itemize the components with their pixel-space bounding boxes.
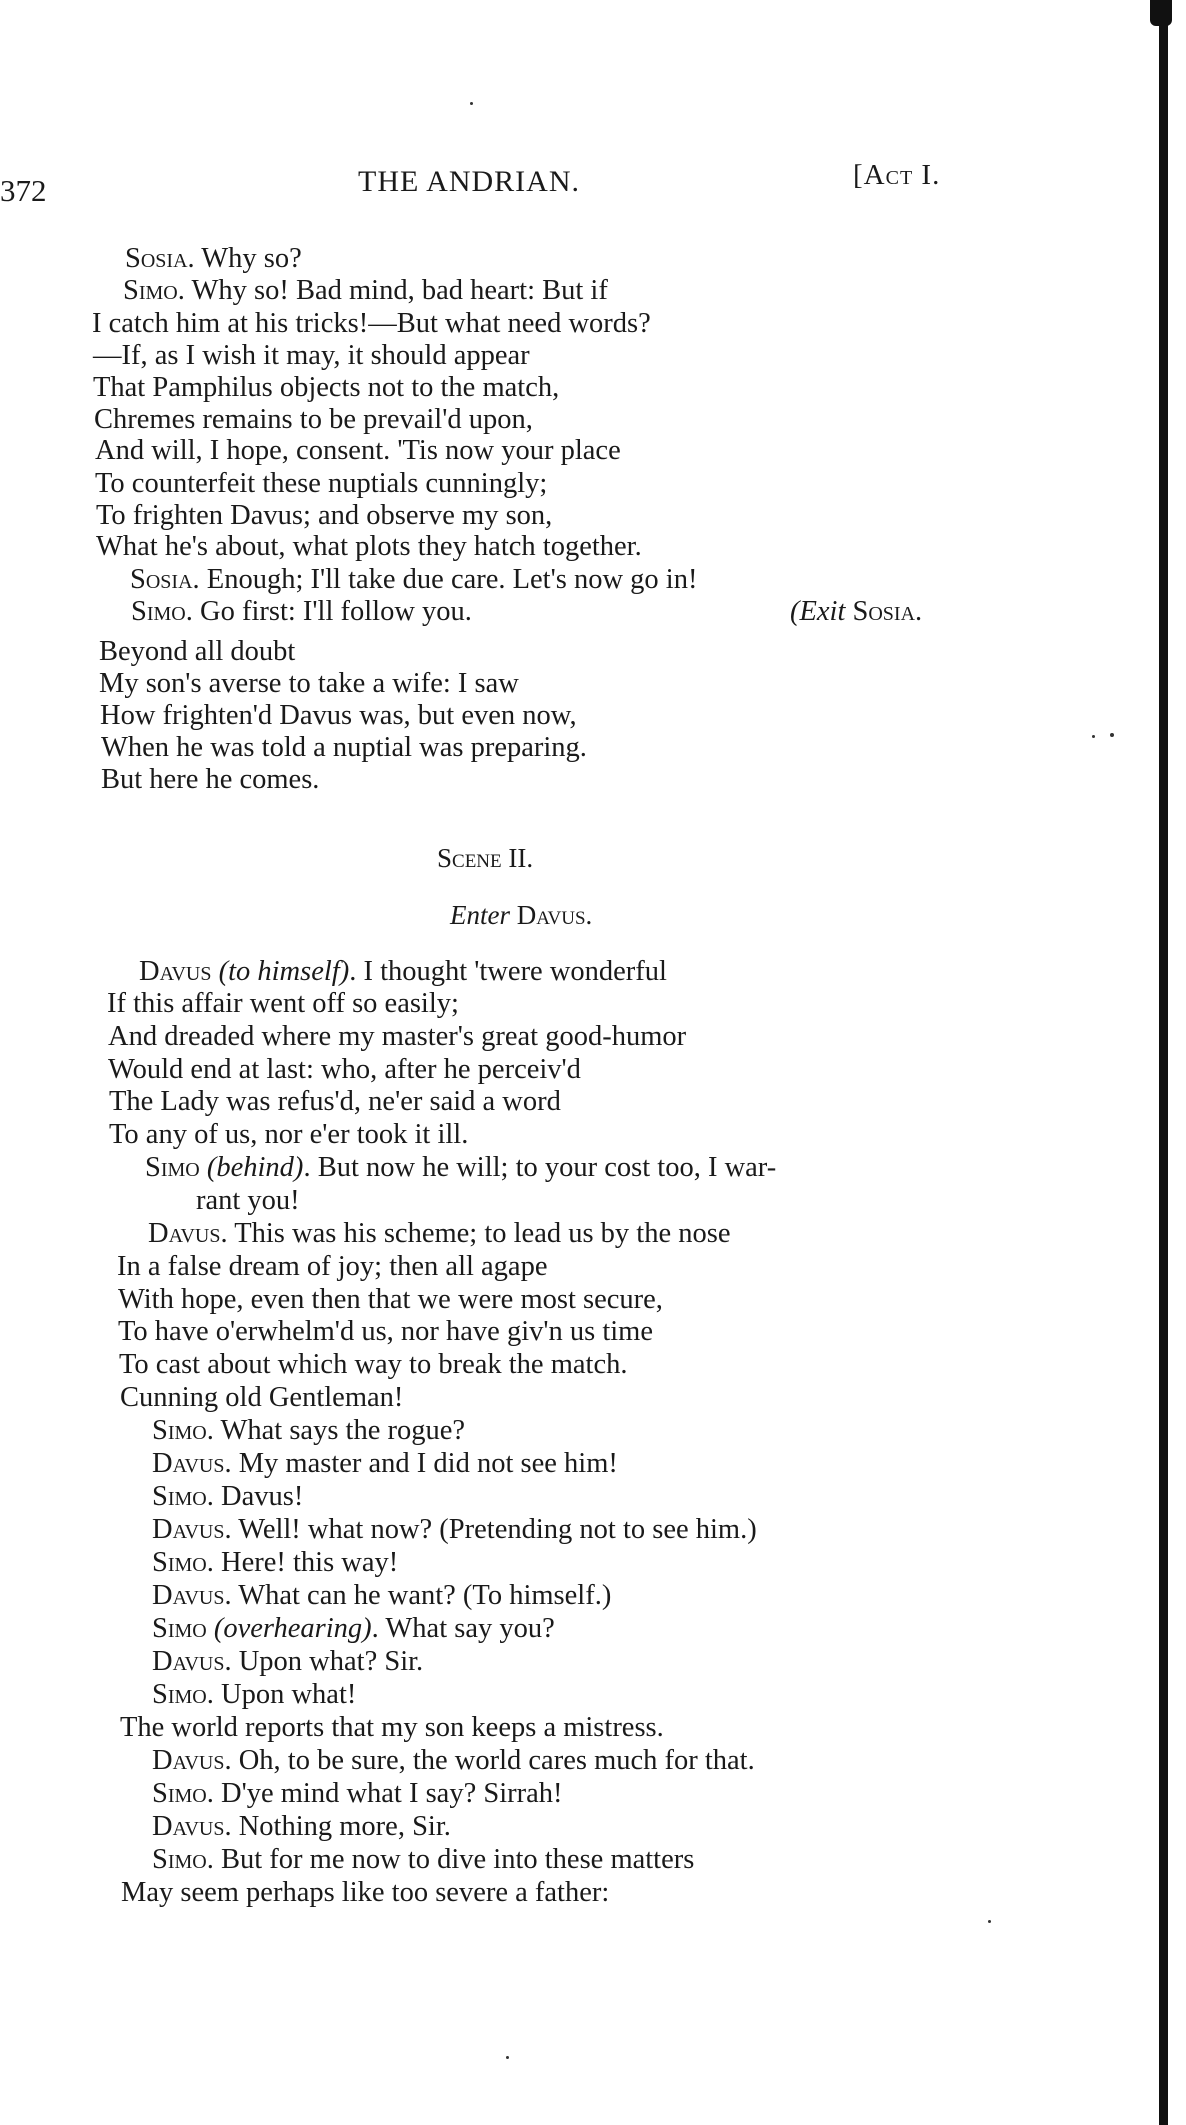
- line-text: Would end at last: who, after he perceiv'd: [108, 1054, 581, 1085]
- line-text: This was his scheme; to lead us by the nose: [227, 1218, 731, 1249]
- scan-speck: [1092, 735, 1095, 738]
- line-text: Upon what? Sir.: [231, 1646, 424, 1677]
- line-text: . What say you?: [371, 1613, 555, 1644]
- line-text: In a false dream of joy; then all agape: [117, 1251, 548, 1282]
- line-text: —If, as I wish it may, it should appear: [93, 340, 530, 371]
- speaker-name: Simo.: [152, 1481, 214, 1512]
- scan-speck: [1110, 733, 1114, 737]
- line-text: When he was told a nuptial was preparing.: [101, 732, 587, 763]
- enter-direction: [450, 900, 592, 931]
- verse-line: [130, 566, 697, 595]
- verse-line: [196, 1187, 300, 1216]
- line-text: And will, I hope, consent. 'Tis now your place: [95, 435, 621, 466]
- verse-line: [107, 990, 459, 1019]
- binding-edge: [1159, 0, 1168, 2125]
- line-text: Why so?: [194, 243, 302, 274]
- line-text: Here! this way!: [213, 1547, 399, 1578]
- line-text: What he's about, what plots they hatch together.: [96, 531, 642, 562]
- line-text: My master and I did not see him!: [231, 1448, 618, 1479]
- line-text: May seem perhaps like too severe a father:: [121, 1877, 610, 1908]
- running-title: THE ANDRIAN.: [358, 165, 580, 198]
- line-text: If this affair went off so easily;: [107, 988, 459, 1019]
- verse-line: [96, 533, 642, 562]
- line-text: Beyond all doubt: [99, 636, 296, 667]
- line-text: D'ye mind what I say? Sirrah!: [213, 1778, 563, 1809]
- verse-line: [118, 1286, 663, 1315]
- verse-line: [93, 342, 530, 371]
- stage-direction-italic: (overhearing): [206, 1613, 372, 1644]
- speaker-name: Simo.: [152, 1844, 214, 1875]
- verse-line: [152, 1681, 356, 1710]
- line-text: . But now he will; to your cost too, I war-: [303, 1152, 777, 1183]
- verse-line: [120, 1384, 403, 1413]
- stage-direction-italic: (to himself): [211, 956, 350, 987]
- line-text: Why so! Bad mind, bad heart: But if: [184, 275, 608, 306]
- scene-heading: Scene II.: [437, 843, 534, 873]
- speaker-name: Davus.: [152, 1646, 232, 1677]
- line-text: To frighten Davus; and observe my son,: [96, 500, 553, 531]
- verse-line: [152, 1813, 451, 1842]
- stage-direction-italic: Enter: [450, 900, 510, 930]
- line-text: To any of us, nor e'er took it ill.: [109, 1119, 469, 1150]
- speaker-name: Simo.: [131, 596, 193, 627]
- speaker-name: Simo: [152, 1613, 207, 1644]
- line-text: To counterfeit these nuptials cunningly;: [95, 468, 548, 499]
- verse-line: [120, 1714, 664, 1743]
- line-text: To cast about which way to break the match.: [119, 1349, 628, 1380]
- scan-speck: [988, 1920, 991, 1923]
- verse-line: [145, 1154, 776, 1183]
- verse-line: [139, 958, 667, 987]
- line-text: How frighten'd Davus was, but even now,: [100, 700, 577, 731]
- verse-line: [100, 702, 577, 731]
- line-text: My son's averse to take a wife: I saw: [99, 668, 519, 699]
- act-label: [Act I.: [853, 159, 941, 191]
- verse-line: [152, 1780, 563, 1809]
- line-text: Chremes remains to be prevail'd upon,: [94, 404, 533, 435]
- line-text: I catch him at his tricks!—But what need words?: [92, 308, 651, 339]
- verse-line: [148, 1220, 731, 1249]
- page-header: [0, 155, 1186, 208]
- verse-line: [131, 598, 472, 627]
- verse-line: [152, 1417, 465, 1446]
- speaker-name: Davus.: [148, 1218, 228, 1249]
- verse-line: [108, 1023, 686, 1052]
- speaker-name: Davus: [139, 956, 212, 987]
- verse-line: [152, 1615, 555, 1644]
- verse-line: [118, 1318, 653, 1347]
- line-text: Well! what now? (Pretending not to see him.): [231, 1514, 757, 1545]
- verse-line: [152, 1582, 611, 1611]
- line-text: . I thought 'twere wonderful: [349, 956, 667, 987]
- verse-line: [119, 1351, 627, 1380]
- verse-line: [99, 670, 519, 699]
- stage-direction-italic: (behind): [199, 1152, 304, 1183]
- line-text: The Lady was refus'd, ne'er said a word: [109, 1086, 561, 1117]
- speaker-name: Sosia.: [845, 596, 923, 627]
- line-text: Nothing more, Sir.: [231, 1811, 451, 1842]
- line-text: What says the rogue?: [213, 1415, 466, 1446]
- line-text: Oh, to be sure, the world cares much for that.: [231, 1745, 755, 1776]
- line-text: rant you!: [196, 1185, 300, 1216]
- speaker-name: Davus.: [152, 1580, 232, 1611]
- line-text: And dreaded where my master's great good-humor: [108, 1021, 687, 1052]
- verse-line: [152, 1450, 618, 1479]
- speaker-name: Davus.: [510, 900, 593, 930]
- speaker-name: Davus.: [152, 1811, 232, 1842]
- speaker-name: Davus.: [152, 1745, 232, 1776]
- line-text: Davus!: [213, 1481, 304, 1512]
- line-text: But here he comes.: [101, 764, 320, 795]
- verse-line: [101, 766, 319, 795]
- verse-line: [152, 1846, 694, 1875]
- verse-line: [101, 734, 587, 763]
- verse-line: [117, 1253, 547, 1282]
- verse-line: [152, 1747, 755, 1776]
- verse-line: [152, 1516, 757, 1545]
- verse-line: [93, 374, 559, 403]
- verse-line: [95, 437, 621, 466]
- speaker-name: Simo.: [123, 275, 185, 306]
- line-text: But for me now to dive into these matters: [213, 1844, 695, 1875]
- speaker-name: Simo.: [152, 1679, 214, 1710]
- stage-direction-italic: (Exit: [790, 596, 846, 627]
- speaker-name: Sosia.: [125, 243, 195, 274]
- verse-line: [121, 1879, 609, 1908]
- line-text: Upon what!: [213, 1679, 357, 1710]
- verse-line: [108, 1056, 581, 1085]
- line-text: Go first: I'll follow you.: [192, 596, 472, 627]
- verse-line: [109, 1121, 468, 1150]
- speaker-name: Sosia.: [130, 564, 200, 595]
- line-text: With hope, even then that we were most secure,: [118, 1284, 663, 1315]
- verse-line: [152, 1648, 423, 1677]
- line-text: What can he want? (To himself.): [231, 1580, 612, 1611]
- line-text: That Pamphilus objects not to the match,: [93, 372, 560, 403]
- line-text: Cunning old Gentleman!: [120, 1382, 404, 1413]
- speaker-name: Davus.: [152, 1514, 232, 1545]
- page-number: 372: [0, 173, 47, 208]
- speaker-name: Simo: [145, 1152, 200, 1183]
- line-text: Enough; I'll take due care. Let's now go in!: [199, 564, 698, 595]
- speaker-name: Simo.: [152, 1778, 214, 1809]
- speaker-name: Davus.: [152, 1448, 232, 1479]
- scan-speck: [506, 2056, 509, 2059]
- verse-line: [109, 1088, 561, 1117]
- binding-edge-top: [1150, 0, 1172, 26]
- verse-line: [125, 245, 302, 274]
- speaker-name: Simo.: [152, 1547, 214, 1578]
- scan-speck: [470, 102, 473, 105]
- verse-line: [99, 638, 295, 667]
- verse-line: [95, 470, 547, 499]
- line-text: To have o'erwhelm'd us, nor have giv'n us time: [118, 1316, 654, 1347]
- verse-line: [152, 1483, 303, 1512]
- verse-line: [94, 406, 533, 435]
- verse-line: [152, 1549, 398, 1578]
- stage-direction: [790, 598, 922, 627]
- verse-line: [96, 502, 552, 531]
- verse-line: [123, 277, 608, 306]
- speaker-name: Simo.: [152, 1415, 214, 1446]
- line-text: The world reports that my son keeps a mistress.: [120, 1712, 664, 1743]
- verse-line: [92, 310, 651, 339]
